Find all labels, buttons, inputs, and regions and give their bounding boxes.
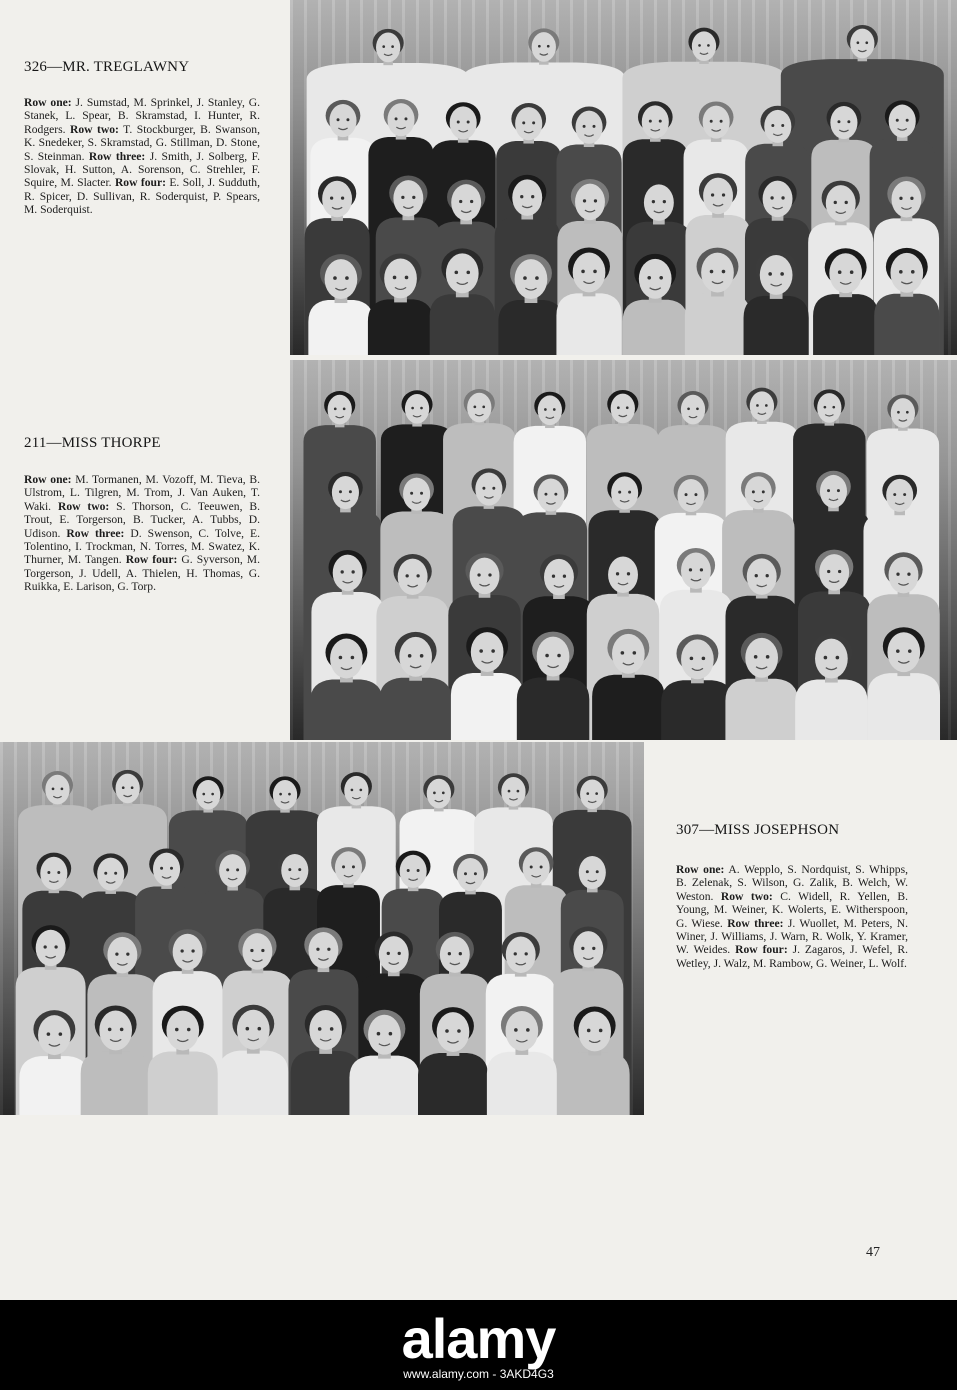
class-names-211 (24, 473, 260, 594)
row-names: J. Smith, J. Solberg, F. Slovak, H. Sutton, A. Sorenson, C. Strehler, F. Squire, M. Slacter. (24, 149, 260, 190)
row-label: Row four: (114, 176, 166, 190)
row-label: Row one: (676, 863, 725, 876)
row-names: S. Thorson, C. Teeuwen, B. Trout, E. Torgerson, B. Tucker, A. Tubbs, D. Udison. (24, 499, 260, 540)
class-names-326 (24, 96, 260, 217)
row-names: T. Stockburger, B. Swanson, K. Snedeker, S. Skramstad, G. Stillman, D. Stone, S. Steinman. (24, 122, 260, 163)
row-label: Row four: (735, 943, 788, 957)
photo-drawing (290, 0, 957, 355)
row-label: Row two: (57, 499, 110, 513)
row-label: Row four: (125, 553, 178, 567)
row-names: J. Sumstad, M. Sprinkel, J. Stanley, G. Stanek, L. Spear, B. Skramstad, I. Hunter, R. Rodgers. (24, 96, 260, 136)
class-title-307: 307—MISS JOSEPHSON (676, 822, 840, 838)
row-label: Row three: (88, 149, 146, 163)
page-number: 47 (866, 1245, 880, 1260)
class-photo-307 (0, 742, 644, 1115)
row-label: Row one: (24, 96, 72, 109)
class-names-307 (676, 863, 908, 970)
class-title-211: 211—MISS THORPE (24, 435, 161, 451)
row-label: Row three: (727, 916, 784, 930)
watermark-logo: alamy (401, 1307, 556, 1370)
row-names: M. Tormanen, M. Vozoff, M. Tieva, B. Ulstrom, L. Tilgren, M. Trom, J. Van Auken, T. Waki. (24, 473, 260, 513)
row-names: J. Wuollet, M. Peters, N. Winer, J. Williams, J. Warn, R. Wolk, Y. Kramer, W. Weides. (676, 916, 908, 957)
row-names: C. Widell, R. Yellen, B. Young, M. Weiner, K. Wolerts, E. Witherspoon, G. Wiese. (676, 889, 908, 930)
class-photo-211 (290, 360, 957, 740)
row-names: J. Zagaros, J. Wefel, R. Wetley, J. Walz, M. Rambow, G. Weiner, L. Wolf. (676, 943, 908, 970)
row-names: G. Syverson, M. Torgerson, J. Udell, A. Thielen, H. Thomas, G. Ruikka, E. Larison, G. Torp. (24, 553, 260, 594)
row-names: E. Soll, J. Sudduth, R. Spicer, D. Sullivan, R. Soderquist, P. Spears, M. Soderquist. (24, 176, 260, 217)
row-label: Row three: (66, 526, 125, 540)
photo-drawing (290, 360, 957, 740)
class-photo-326 (290, 0, 957, 355)
row-label: Row two: (70, 122, 119, 136)
row-names: D. Swenson, C. Tolve, E. Tolentino, I. Trockman, N. Torres, M. Swatez, K. Thurner, M. Tangen. (24, 526, 260, 567)
photo-drawing (0, 742, 644, 1115)
row-label: Row two: (720, 889, 773, 903)
watermark-image-id: www.alamy.com - 3AKD4G3 (403, 1367, 554, 1381)
row-label: Row one: (24, 473, 72, 486)
row-names: A. Wepplo, S. Nordquist, S. Whipps, B. Zelenak, S. Wilson, G. Zalik, B. Welch, W. Weston. (676, 863, 908, 903)
class-title-326: 326—MR. TREGLAWNY (24, 59, 190, 75)
